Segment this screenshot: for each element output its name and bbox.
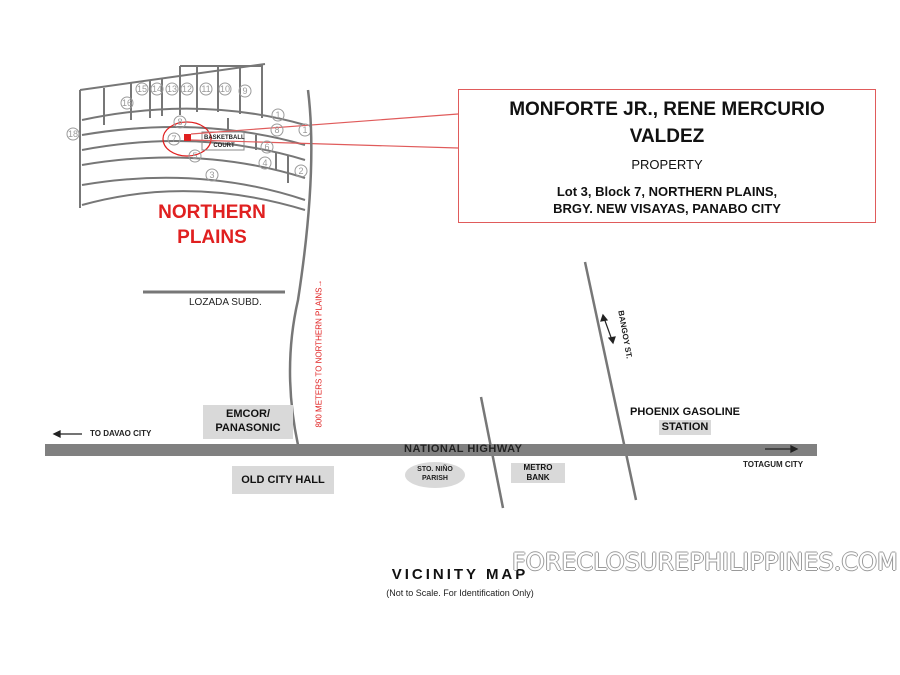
lot-3: 3	[209, 170, 215, 180]
parish-line2: PARISH	[422, 475, 448, 482]
lot-8-b: 8	[274, 125, 280, 135]
property-info-box	[458, 89, 876, 223]
phoenix-station-label	[630, 405, 740, 435]
bangoy-street	[585, 262, 636, 500]
lot-10: 10	[219, 84, 231, 94]
pointer-line-top	[191, 114, 458, 134]
lot-1-b: 1	[302, 125, 308, 135]
lozada-subd-label: LOZADA SUBD.	[189, 297, 262, 308]
lot-14: 14	[151, 84, 163, 94]
northern-plains-label: NORTHERN PLAINS	[158, 202, 266, 248]
lot-16: 16	[121, 98, 133, 108]
phoenix-line1: PHOENIX GASOLINE	[630, 406, 741, 418]
parish-label	[405, 465, 465, 483]
emcor-panasonic-box	[203, 405, 293, 439]
old-city-hall-box: OLD CITY HALL	[232, 466, 334, 494]
to-davao-label: TO DAVAO CITY	[90, 429, 152, 438]
owner-name-line2: VALDEZ	[629, 126, 705, 147]
lot-5: 5	[192, 151, 198, 161]
lot-15: 15	[136, 84, 148, 94]
property-address-line1: Lot 3, Block 7, NORTHERN PLAINS,	[556, 184, 778, 199]
lot-7: 7	[171, 134, 177, 144]
vicinity-map-subtitle: (Not to Scale. For Identification Only)	[386, 588, 534, 598]
watermark: FORECLOSUREPHILIPPINES.COM	[512, 548, 898, 576]
phoenix-line2: STATION	[659, 420, 712, 435]
basketball-court-label: BASKETBALL COURT	[204, 135, 245, 149]
lot-2: 2	[298, 166, 304, 176]
lot-9: 9	[242, 86, 248, 96]
lot-1-a: 1	[275, 110, 281, 120]
emcor-line1: EMCOR/	[226, 408, 270, 420]
emcor-line2: PANASONIC	[215, 422, 281, 434]
arrow-bangoy	[601, 315, 615, 343]
arrow-to-davao	[54, 431, 82, 437]
lot-6: 6	[264, 142, 270, 152]
national-highway-label: NATIONAL HIGHWAY	[404, 443, 523, 455]
bank-line1: METRO	[523, 463, 553, 472]
bank-line2: BANK	[526, 473, 550, 482]
lot-8-a: 8	[177, 117, 183, 127]
to-tagum-label: TOTAGUM CITY	[743, 460, 804, 469]
parish-line1: STO. NIÑO	[417, 466, 453, 473]
property-type-label: PROPERTY	[631, 157, 703, 172]
distance-label: 800 METERS TO NORTHERN PLAINS→	[314, 279, 324, 428]
property-address-line2: BRGY. NEW VISAYAS, PANABO CITY	[553, 201, 781, 216]
owner-name-line1: MONFORTE JR., RENE MERCURIO	[509, 99, 825, 120]
lot-18: 18	[67, 129, 79, 139]
lot-13: 13	[166, 84, 178, 94]
bangoy-street-label: BANGOY ST.	[616, 309, 634, 360]
vicinity-map-title: VICINITY MAP	[391, 566, 529, 583]
lot-11: 11	[201, 84, 211, 94]
property-marker	[184, 134, 191, 141]
lot-12: 12	[181, 84, 193, 94]
lot-4: 4	[262, 158, 268, 168]
metro-bank-box	[511, 463, 565, 483]
